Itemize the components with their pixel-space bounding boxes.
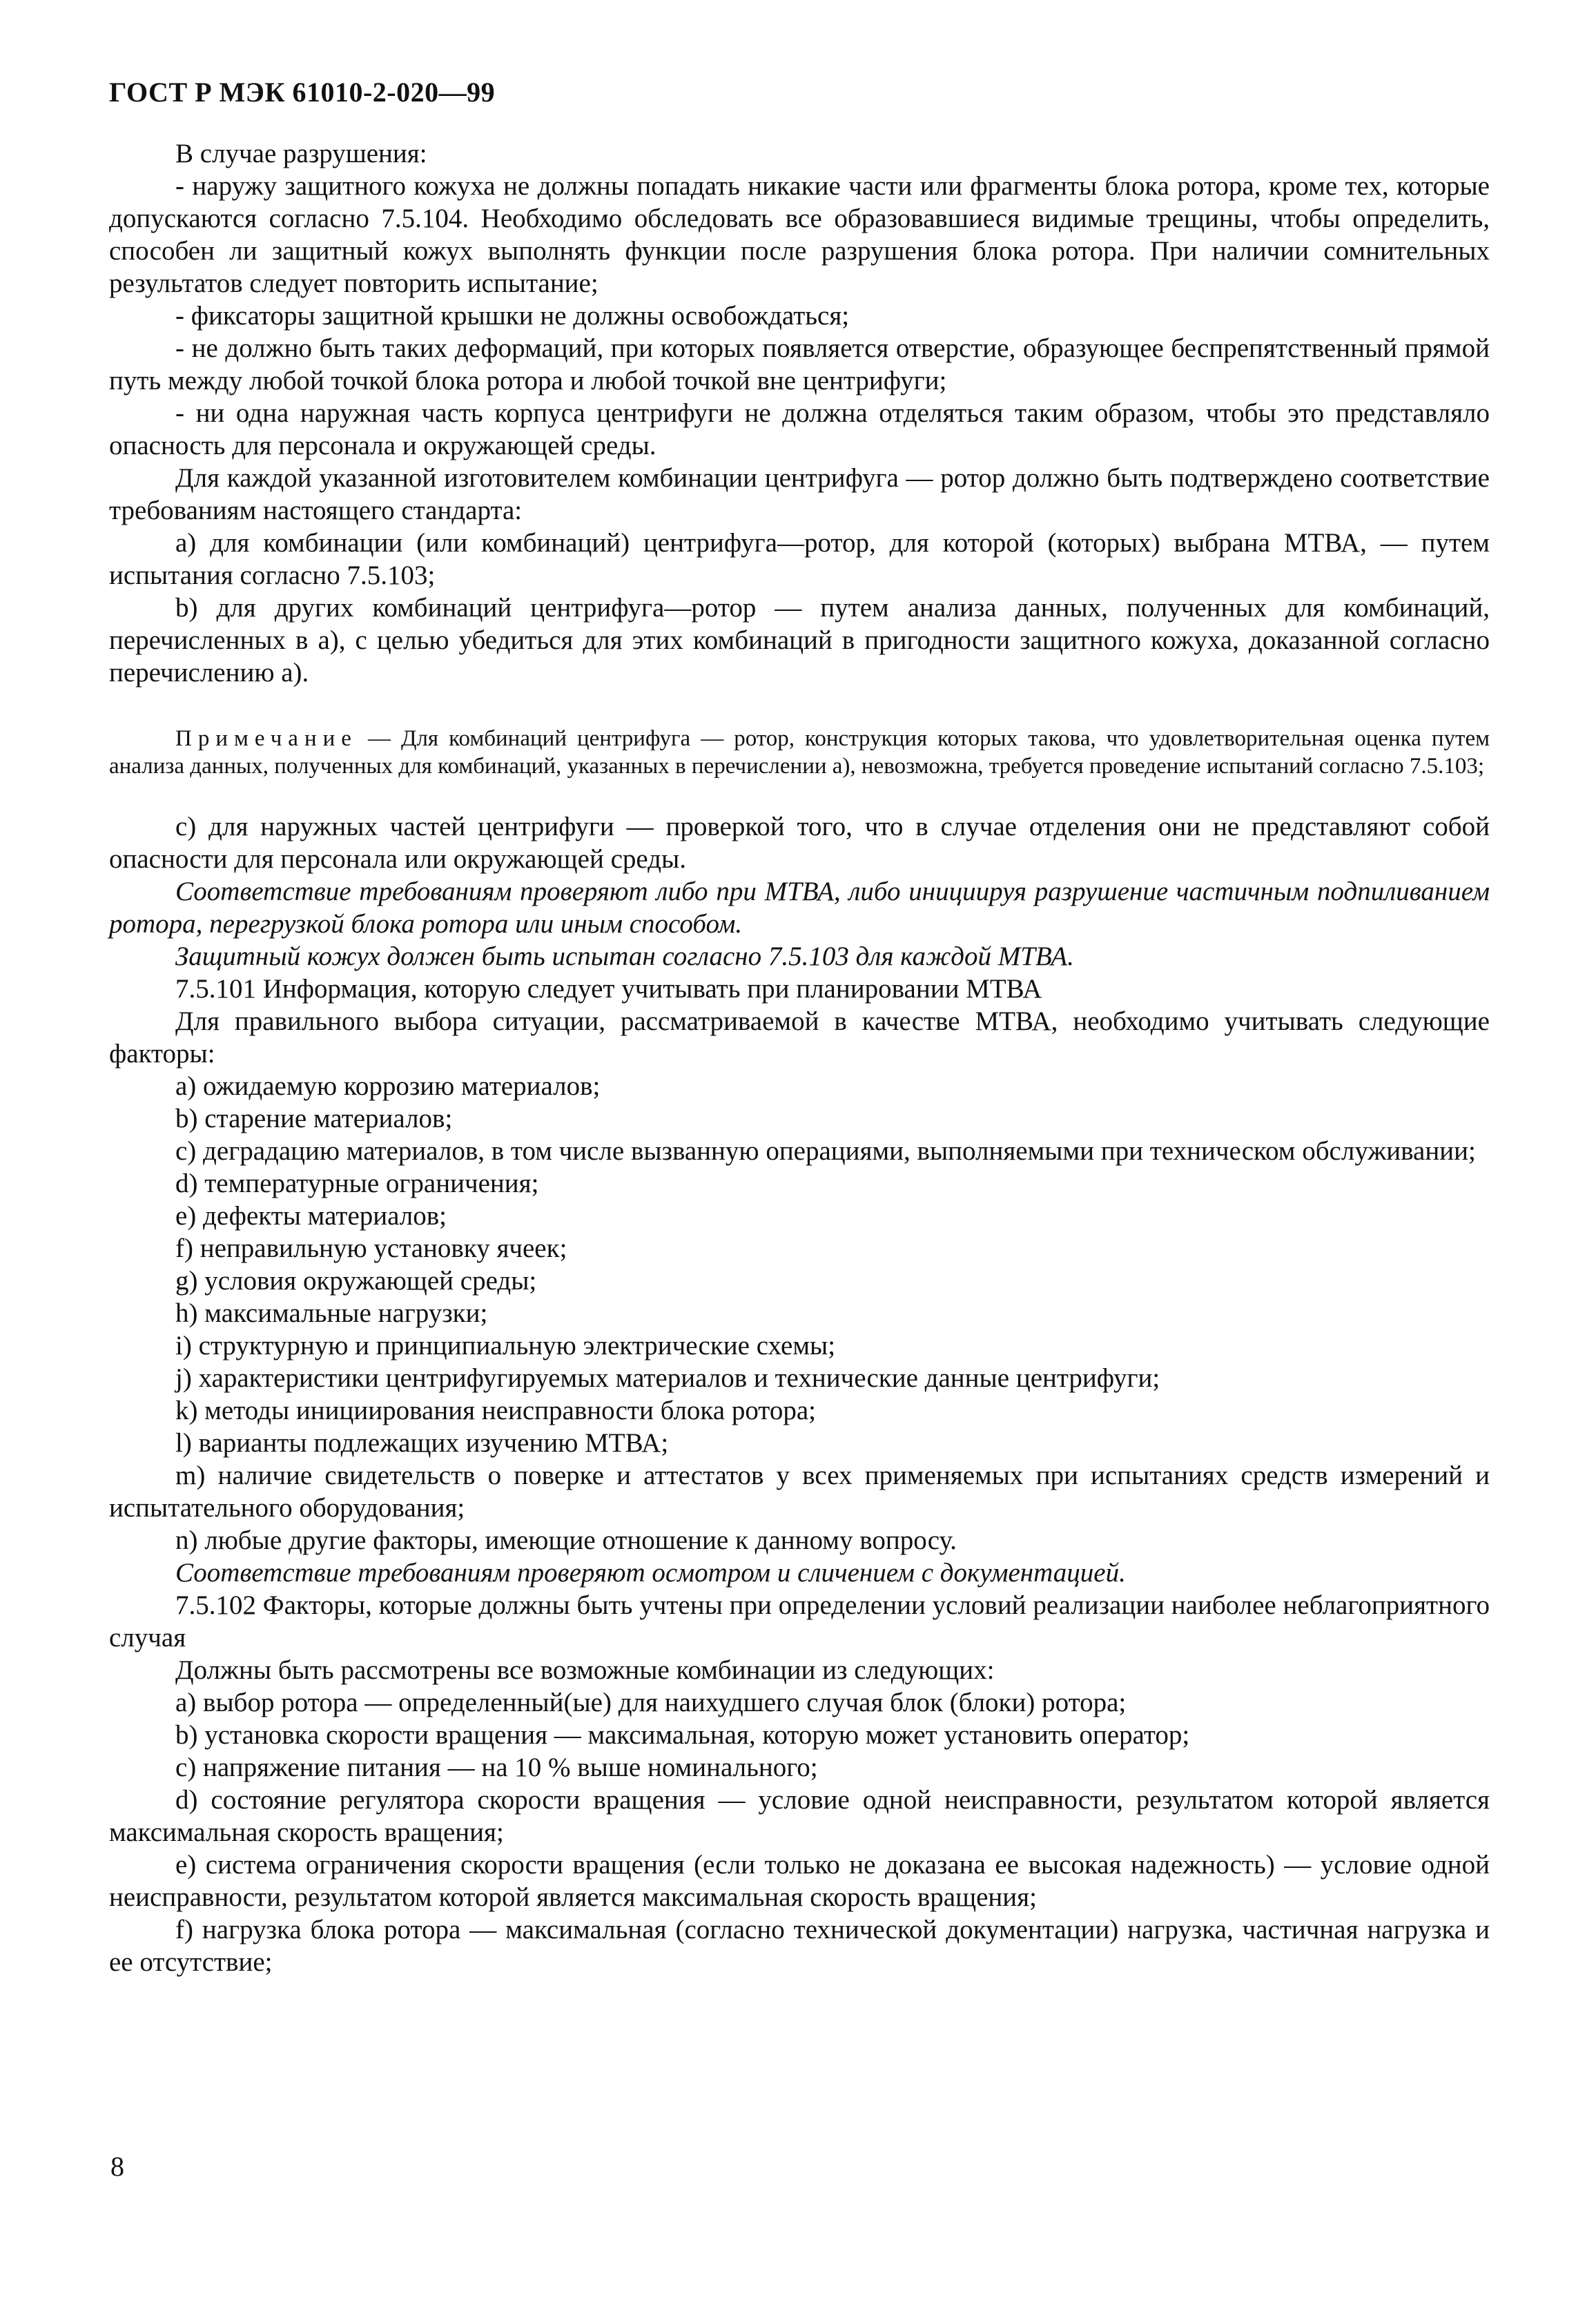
destruction-item: - ни одна наружная часть корпуса центрифуги не должна отделяться таким образом, чтобы это представляло опасность для персонала и окружающей среды. bbox=[109, 398, 1490, 460]
factor-item: b) старение материалов; bbox=[175, 1104, 453, 1133]
condition-item: e) система ограничения скорости вращения (если только не доказана ее высокая надежность) — условие одной неисправности, результатом которой является максимальная скорость вращения; bbox=[109, 1850, 1490, 1912]
note-label: Примечание bbox=[175, 726, 358, 751]
factor-item: l) варианты подлежащих изучению МТВА; bbox=[175, 1428, 669, 1458]
combination-item: c) для наружных частей центрифуги — проверкой того, что в случае отделения они не представляют собой опасности для персонала или окружающей среды. bbox=[109, 812, 1490, 874]
destruction-item: - фиксаторы защитной крышки не должны освобождаться; bbox=[175, 301, 850, 331]
factor-item: m) наличие свидетельств о поверке и аттестатов у всех применяемых при испытаниях средств измерений и испытательного оборудования; bbox=[109, 1461, 1490, 1523]
condition-item: d) состояние регулятора скорости вращения — условие одной неисправности, результатом которой является максимальная скорость вращения; bbox=[109, 1785, 1490, 1847]
factor-item: k) методы инициирования неисправности блока ротора; bbox=[175, 1396, 816, 1425]
section-heading-7-5-101: 7.5.101 Информация, которую следует учитывать при планировании МТВА bbox=[175, 974, 1042, 1004]
section-intro: Для правильного выбора ситуации, рассматриваемой в качестве МТВА, необходимо учитывать следующие факторы: bbox=[109, 1006, 1490, 1069]
page-number: 8 bbox=[110, 2151, 124, 2182]
section-heading-7-5-102: 7.5.102 Факторы, которые должны быть учтены при определении условий реализации наиболее неблагоприятного случая bbox=[109, 1590, 1490, 1653]
factor-item: a) ожидаемую коррозию материалов; bbox=[175, 1071, 601, 1101]
condition-item: b) установка скорости вращения — максимальная, которую может установить оператор; bbox=[175, 1720, 1190, 1750]
factor-item: c) деградацию материалов, в том числе вызванную операциями, выполняемыми при техническом обслуживании; bbox=[175, 1136, 1476, 1166]
factor-item: d) температурные ограничения; bbox=[175, 1169, 539, 1198]
factor-item: j) характеристики центрифугируемых материалов и технические данные центрифуги; bbox=[175, 1363, 1160, 1393]
factor-item: e) дефекты материалов; bbox=[175, 1201, 447, 1231]
combination-item: a) для комбинации (или комбинаций) центрифуга—ротор, для которой (которых) выбрана МТВА, — путем испытания согласно 7.5.103; bbox=[109, 528, 1490, 590]
factor-item: f) неправильную установку ячеек; bbox=[175, 1234, 567, 1263]
document-page bbox=[109, 76, 1490, 1978]
condition-item: a) выбор ротора — определенный(ые) для наихудшего случая блок (блоки) ротора; bbox=[175, 1688, 1127, 1717]
factor-item: g) условия окружающей среды; bbox=[175, 1266, 537, 1296]
destruction-item: - не должно быть таких деформаций, при которых появляется отверстие, образующее беспрепятственный прямой путь между любой точкой блока ротора и любой точкой вне центрифуги; bbox=[109, 333, 1490, 396]
combination-intro: Для каждой указанной изготовителем комбинации центрифуга — ротор должно быть подтверждено соответствие требованиям настоящего стандарта: bbox=[109, 463, 1490, 525]
factor-item: i) структурную и принципиальную электрические схемы; bbox=[175, 1331, 836, 1361]
factor-item: h) максимальные нагрузки; bbox=[175, 1298, 488, 1328]
compliance-check: Соответствие требованиям проверяют либо при МТВА, либо инициируя разрушение частичным подпиливанием ротора, перегрузкой блока ротора или иным способом. bbox=[109, 877, 1490, 939]
combination-item: b) для других комбинаций центрифуга—ротор — путем анализа данных, полученных для комбинаций, перечисленных в а), с целью убедиться для этих комбинаций в пригодности защитного кожуха, доказанной согласно перечислению а). bbox=[109, 593, 1490, 688]
note-text: — Для комбинаций центрифуга — ротор, конструкция которых такова, что удовлетворительная оценка путем анализа данных, полученных для комбинаций, указанных в перечислении а), невозможна, требуется проведение испытаний согласно 7.5.103; bbox=[109, 726, 1490, 779]
destruction-item: - наружу защитного кожуха не должны попадать никакие части или фрагменты блока ротора, кроме тех, которые допускаются согласно 7.5.104. Необходимо обследовать все образовавшиеся видимые трещины, чтобы определить, способен ли защитный кожух выполнять функции после разрушения блока ротора. При наличии сомнительных результатов следует повторить испытание; bbox=[109, 171, 1490, 298]
destruction-intro: В случае разрушения: bbox=[175, 139, 427, 168]
condition-item: f) нагрузка блока ротора — максимальная (согласно технической документации) нагрузка, частичная нагрузка и ее отсутствие; bbox=[109, 1915, 1490, 1977]
document-header: ГОСТ Р МЭК 61010-2-020—99 bbox=[109, 77, 496, 108]
section-intro: Должны быть рассмотрены все возможные комбинации из следующих: bbox=[175, 1655, 995, 1685]
factor-item: n) любые другие факторы, имеющие отношение к данному вопросу. bbox=[175, 1525, 957, 1555]
note bbox=[109, 725, 1490, 780]
compliance-check: Защитный кожух должен быть испытан согласно 7.5.103 для каждой МТВА. bbox=[175, 942, 1074, 971]
condition-item: c) напряжение питания — на 10 % выше номинального; bbox=[175, 1753, 818, 1782]
compliance-check: Соответствие требованиям проверяют осмотром и сличением с документацией. bbox=[175, 1558, 1126, 1588]
